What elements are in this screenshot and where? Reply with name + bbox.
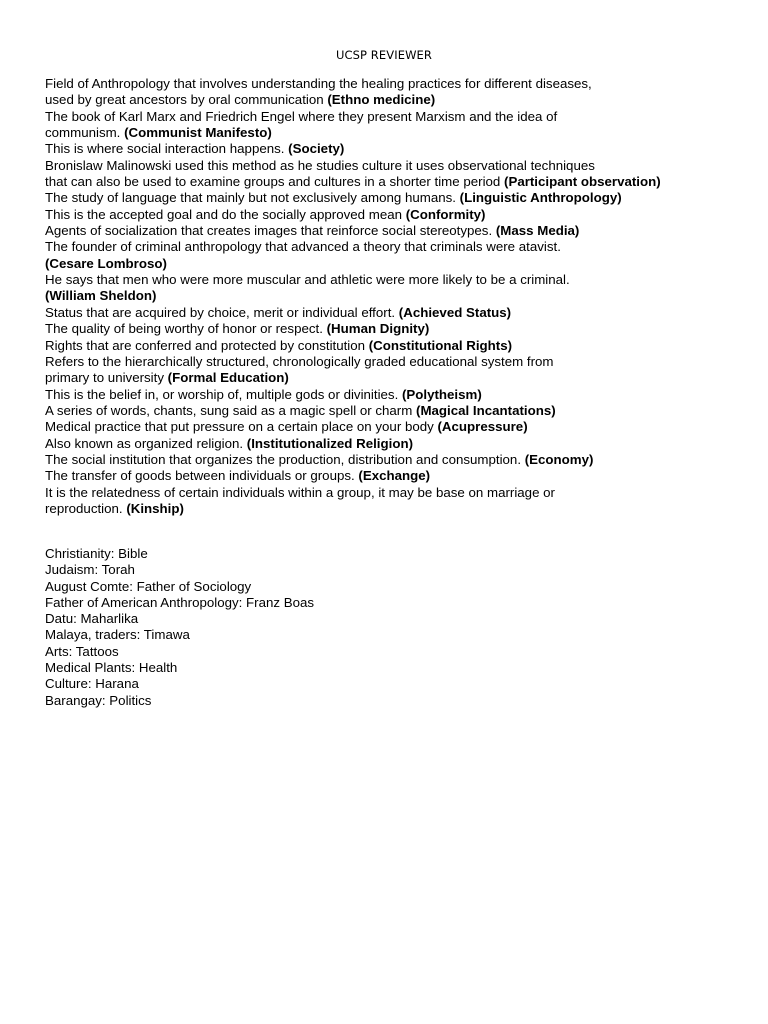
qa-question-text: used by great ancestors by oral communication <box>45 92 328 108</box>
question-answer-list <box>45 76 745 517</box>
qa-line <box>45 239 745 255</box>
qa-answer: (Acupressure) <box>437 419 528 435</box>
qa-question-text: communism. <box>45 125 125 141</box>
qa-line <box>45 501 745 517</box>
qa-question-text: The transfer of goods between individuals or groups. <box>45 468 359 484</box>
term-pair: Christianity: Bible <box>45 546 148 561</box>
qa-line <box>45 256 745 272</box>
qa-line <box>45 223 745 239</box>
qa-answer: (Human Dignity) <box>326 321 430 337</box>
qa-answer: (Magical Incantations) <box>416 402 556 418</box>
qa-line <box>45 207 745 223</box>
qa-question-text: primary to university <box>45 370 168 386</box>
qa-answer: (Mass Media) <box>495 223 580 239</box>
qa-answer: (Exchange) <box>358 468 431 484</box>
qa-question-text: Field of Anthropology that involves understanding the healing practices for different diseases, <box>45 76 592 91</box>
qa-line <box>45 436 745 452</box>
qa-line <box>45 141 745 157</box>
qa-line <box>45 288 745 304</box>
qa-line <box>45 338 745 354</box>
qa-question-text: Agents of socialization that creates images that reinforce social stereotypes. <box>45 223 496 239</box>
qa-answer: (Participant observation) <box>504 174 661 190</box>
qa-answer: (Cesare Lombroso) <box>45 255 167 271</box>
qa-answer: (Ethno medicine) <box>327 92 436 108</box>
qa-answer: (Achieved Status) <box>398 304 512 320</box>
qa-line <box>45 272 745 288</box>
qa-answer: (Linguistic Anthropology) <box>459 190 622 206</box>
qa-answer: (Formal Education) <box>167 370 289 386</box>
qa-answer: (Communist Manifesto) <box>124 125 272 141</box>
qa-line <box>45 76 745 92</box>
qa-line <box>45 468 745 484</box>
qa-line <box>45 354 745 370</box>
qa-line <box>45 370 745 386</box>
qa-line <box>45 419 745 435</box>
qa-line <box>45 305 745 321</box>
qa-question-text: The founder of criminal anthropology that advanced a theory that criminals were atavist. <box>45 239 561 255</box>
qa-question-text: The social institution that organizes the production, distribution and consumption. <box>45 451 525 467</box>
qa-question-text: The quality of being worthy of honor or respect. <box>45 321 327 337</box>
qa-answer: (Polytheism) <box>401 386 482 402</box>
qa-line <box>45 190 745 206</box>
term-pair: Malaya, traders: Timawa <box>45 627 190 643</box>
qa-answer: (Kinship) <box>126 500 184 516</box>
qa-line <box>45 452 745 468</box>
qa-answer: (Institutionalized Religion) <box>246 435 413 451</box>
page-title: UCSP REVIEWER <box>335 48 433 62</box>
qa-line <box>45 403 745 419</box>
qa-question-text: Medical practice that put pressure on a certain place on your body <box>45 419 438 435</box>
qa-question-text: that can also be used to examine groups and cultures in a shorter time period <box>45 174 505 190</box>
qa-question-text: This is where social interaction happens. <box>45 141 289 157</box>
qa-answer: (William Sheldon) <box>45 288 157 304</box>
qa-line <box>45 321 745 337</box>
term-pair: Datu: Maharlika <box>45 611 139 627</box>
qa-question-text: Status that are acquired by choice, merit or individual effort. <box>45 304 399 320</box>
term-pair: Culture: Harana <box>45 676 139 692</box>
term-pair: Arts: Tattoos <box>45 643 119 659</box>
qa-line <box>45 174 745 190</box>
qa-question-text: Refers to the hierarchically structured, chronologically graded educational system from <box>45 353 554 369</box>
qa-question-text: A series of words, chants, sung said as a magic spell or charm <box>45 402 417 418</box>
term-pair-list <box>45 546 645 709</box>
term-pair: August Comte: Father of Sociology <box>45 578 252 594</box>
term-pair: Barangay: Politics <box>45 692 152 708</box>
qa-answer: (Society) <box>288 141 345 157</box>
qa-answer: (Economy) <box>524 451 594 467</box>
qa-answer: (Constitutional Rights) <box>368 337 513 353</box>
qa-question-text: This is the accepted goal and do the socially approved mean <box>45 206 406 222</box>
qa-question-text: This is the belief in, or worship of, multiple gods or divinities. <box>45 386 402 402</box>
term-pair: Father of American Anthropology: Franz Boas <box>45 594 315 610</box>
qa-line <box>45 387 745 403</box>
qa-question-text: The study of language that mainly but not exclusively among humans. <box>45 190 460 206</box>
qa-question-text: Bronislaw Malinowski used this method as he studies culture it uses observational techniques <box>45 157 595 173</box>
term-pair: Judaism: Torah <box>45 562 135 578</box>
term-pair: Medical Plants: Health <box>45 660 178 676</box>
qa-line <box>45 109 745 125</box>
qa-question-text: He says that men who were more muscular and athletic were more likely to be a criminal. <box>45 272 570 288</box>
qa-line <box>45 92 745 108</box>
qa-question-text: reproduction. <box>45 500 127 516</box>
qa-answer: (Conformity) <box>405 206 486 222</box>
qa-line <box>45 125 745 141</box>
qa-line <box>45 485 745 501</box>
qa-question-text: Rights that are conferred and protected by constitution <box>45 337 369 353</box>
qa-line <box>45 158 745 174</box>
qa-question-text: Also known as organized religion. <box>45 435 247 451</box>
qa-question-text: It is the relatedness of certain individuals within a group, it may be base on marriage or <box>45 484 555 500</box>
qa-question-text: The book of Karl Marx and Friedrich Engel where they present Marxism and the idea of <box>45 108 558 124</box>
